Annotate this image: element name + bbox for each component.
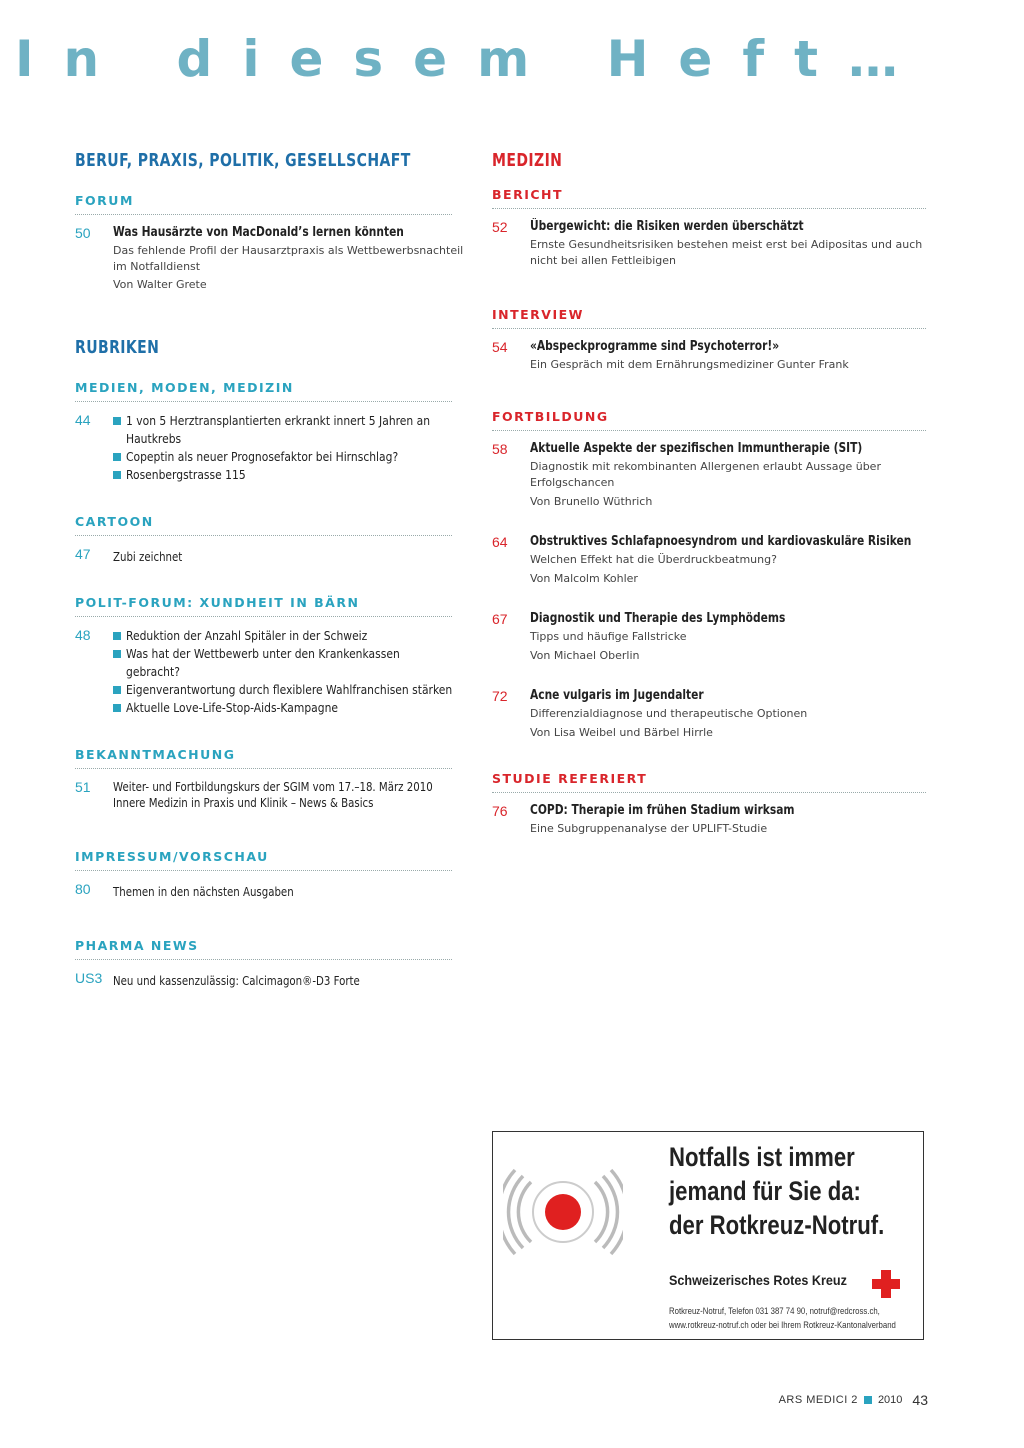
entry-subtitle: Diagnostik mit rekombinanten Allergenen erlaubt Aussage über Erfolgschancen bbox=[530, 460, 881, 489]
issue-year: 2010 bbox=[877, 1394, 903, 1406]
category-label: BEKANNTMACHUNG bbox=[75, 747, 452, 769]
entry-subtitle: Differenzialdiagnose und therapeutische Optionen bbox=[530, 707, 808, 720]
entry-title: Diagnostik und Therapie des Lymphödems bbox=[530, 611, 786, 626]
alarm-button-icon bbox=[503, 1152, 623, 1272]
category-medien bbox=[75, 380, 452, 484]
page-number: 48 bbox=[75, 627, 91, 643]
toc-entry[interactable] bbox=[75, 779, 452, 811]
category-forum bbox=[75, 193, 464, 293]
ad-brand: Schweizerisches Rotes Kreuz bbox=[669, 1272, 847, 1288]
bullet-item: Copeptin als neuer Prognosefaktor bei Hirnschlag? bbox=[113, 448, 506, 466]
page-number: 67 bbox=[492, 611, 508, 627]
page-number: US3 bbox=[75, 970, 103, 986]
entry-author: Von Walter Grete bbox=[113, 278, 207, 291]
page-number: 52 bbox=[492, 219, 508, 235]
footer-square-icon bbox=[864, 1396, 872, 1404]
bullet-item: Eigenverantwortung durch flexiblere Wahlfranchisen stärken bbox=[113, 681, 506, 699]
toc-entry[interactable] bbox=[75, 546, 452, 565]
toc-entry[interactable] bbox=[75, 881, 452, 900]
toc-entry[interactable] bbox=[492, 219, 926, 269]
category-studie bbox=[492, 771, 926, 837]
category-polit bbox=[75, 595, 452, 717]
toc-entry[interactable] bbox=[492, 803, 926, 837]
toc-entry[interactable] bbox=[492, 688, 926, 741]
category-cartoon bbox=[75, 514, 452, 565]
bullet-item: Aktuelle Love-Life-Stop-Aids-Kampagne bbox=[113, 699, 506, 717]
toc-entry[interactable] bbox=[75, 412, 452, 484]
entry-author: Von Michael Oberlin bbox=[530, 649, 640, 662]
page-number: 47 bbox=[75, 546, 91, 562]
bullet-item: Rosenbergstrasse 115 bbox=[113, 466, 506, 484]
entry-title: Obstruktives Schlafapnoesyndrom und kardiovaskuläre Risiken bbox=[530, 534, 912, 549]
entry-subtitle: Ernste Gesundheitsrisiken bestehen meist erst bei Adipositas und auch nicht bei allen Fettleibigen bbox=[530, 238, 923, 267]
entry-title: Acne vulgaris im Jugendalter bbox=[530, 688, 704, 703]
category-label: BERICHT bbox=[492, 187, 926, 209]
left-column bbox=[75, 140, 464, 989]
toc-entry[interactable] bbox=[75, 627, 452, 717]
ad-contact-info: Rotkreuz-Notruf, Telefon 031 387 74 90, notruf@redcross.ch, www.rotkreuz-notruf.ch oder bei Ihrem Rotkreuz-Kantonalverband bbox=[669, 1306, 896, 1331]
category-bekanntmachung bbox=[75, 747, 452, 811]
toc-entry[interactable] bbox=[492, 534, 926, 587]
right-column bbox=[492, 140, 926, 837]
category-label: MEDIEN, MODEN, MEDIZIN bbox=[75, 380, 452, 402]
magazine-name: ARS MEDICI 2 bbox=[778, 1394, 858, 1406]
category-label: IMPRESSUM/VORSCHAU bbox=[75, 849, 452, 871]
red-cross-ad[interactable] bbox=[492, 1131, 924, 1340]
bullet-square-icon bbox=[113, 417, 121, 425]
entry-subtitle: Ein Gespräch mit dem Ernährungsmediziner Gunter Frank bbox=[530, 358, 849, 371]
toc-entry[interactable] bbox=[492, 441, 926, 510]
section-title-rubriken: RUBRIKEN bbox=[75, 337, 160, 358]
red-cross-icon bbox=[871, 1269, 901, 1299]
entry-author: Von Malcolm Kohler bbox=[530, 572, 638, 585]
bullet-square-icon bbox=[113, 686, 121, 694]
entry-subtitle: Tipps und häufige Fallstricke bbox=[530, 630, 687, 643]
category-impressum bbox=[75, 849, 452, 900]
category-label: CARTOON bbox=[75, 514, 452, 536]
bullet-square-icon bbox=[113, 471, 121, 479]
entry-title: «Abspeckprogramme sind Psychoterror!» bbox=[530, 339, 780, 354]
bullet-item: 1 von 5 Herztransplantierten erkrankt innert 5 Jahren an Hautkrebs bbox=[113, 412, 506, 448]
category-label: INTERVIEW bbox=[492, 307, 926, 329]
entry-author: Von Brunello Wüthrich bbox=[530, 495, 653, 508]
page-number: 64 bbox=[492, 534, 508, 550]
bullet-square-icon bbox=[113, 453, 121, 461]
entry-author: Von Lisa Weibel und Bärbel Hirrle bbox=[530, 726, 713, 739]
toc-entry[interactable] bbox=[75, 970, 452, 989]
page-number: 50 bbox=[75, 225, 91, 241]
category-pharma bbox=[75, 938, 452, 989]
entry-text: Neu und kassenzulässig: Calcimagon®-D3 Forte bbox=[113, 974, 360, 988]
category-label: FORTBILDUNG bbox=[492, 409, 926, 431]
category-bericht bbox=[492, 187, 926, 269]
page-number: 44 bbox=[75, 412, 91, 428]
category-label: POLIT-FORUM: XUNDHEIT IN BÄRN bbox=[75, 595, 452, 617]
entry-title: Was Hausärzte von MacDonald’s lernen könnten bbox=[113, 225, 404, 240]
toc-entry[interactable] bbox=[492, 611, 926, 664]
category-interview bbox=[492, 307, 926, 373]
entry-title: Aktuelle Aspekte der spezifischen Immuntherapie (SIT) bbox=[530, 441, 863, 456]
page-number: 76 bbox=[492, 803, 508, 819]
entry-text: Weiter- und Fortbildungskurs der SGIM vom 17.–18. März 2010 Innere Medizin in Praxis und Klinik – News & Basics bbox=[113, 780, 433, 810]
page-number: 80 bbox=[75, 881, 91, 897]
bullet-square-icon bbox=[113, 650, 121, 658]
bullet-item: Was hat der Wettbewerb unter den Krankenkassen gebracht? bbox=[113, 645, 506, 681]
page-number: 72 bbox=[492, 688, 508, 704]
bullet-item: Reduktion der Anzahl Spitäler in der Schweiz bbox=[113, 627, 506, 645]
entry-title: COPD: Therapie im frühen Stadium wirksam bbox=[530, 803, 795, 818]
section-title-beruf: BERUF, PRAXIS, POLITIK, GESELLSCHAFT bbox=[75, 150, 411, 171]
entry-subtitle: Welchen Effekt hat die Überdruckbeatmung? bbox=[530, 553, 777, 566]
toc-entry[interactable] bbox=[492, 339, 926, 373]
category-fortbildung bbox=[492, 409, 926, 741]
section-title-medizin: MEDIZIN bbox=[492, 150, 563, 171]
entry-text: Zubi zeichnet bbox=[113, 550, 183, 564]
entry-subtitle: Das fehlende Profil der Hausarztpraxis als Wettbewerbsnachteil im Notfalldienst bbox=[113, 244, 464, 273]
page-number: 58 bbox=[492, 441, 508, 457]
page-footer bbox=[779, 1392, 928, 1408]
bullet-square-icon bbox=[113, 704, 121, 712]
page-number-footer: 43 bbox=[912, 1392, 928, 1408]
bullet-square-icon bbox=[113, 632, 121, 640]
entry-title: Übergewicht: die Risiken werden überschätzt bbox=[530, 219, 804, 234]
category-label: PHARMA NEWS bbox=[75, 938, 452, 960]
category-label: STUDIE REFERIERT bbox=[492, 771, 926, 793]
entry-text: Themen in den nächsten Ausgaben bbox=[113, 885, 294, 899]
page-title: In diesem Heft… bbox=[14, 30, 928, 88]
page-number: 54 bbox=[492, 339, 508, 355]
ad-headline: Notfalls ist immer jemand für Sie da: der Rotkreuz-Notruf. bbox=[669, 1142, 885, 1240]
page-number: 51 bbox=[75, 779, 91, 795]
entry-subtitle: Eine Subgruppenanalyse der UPLIFT-Studie bbox=[530, 822, 768, 835]
toc-entry[interactable] bbox=[75, 225, 464, 293]
category-label: FORUM bbox=[75, 193, 452, 215]
